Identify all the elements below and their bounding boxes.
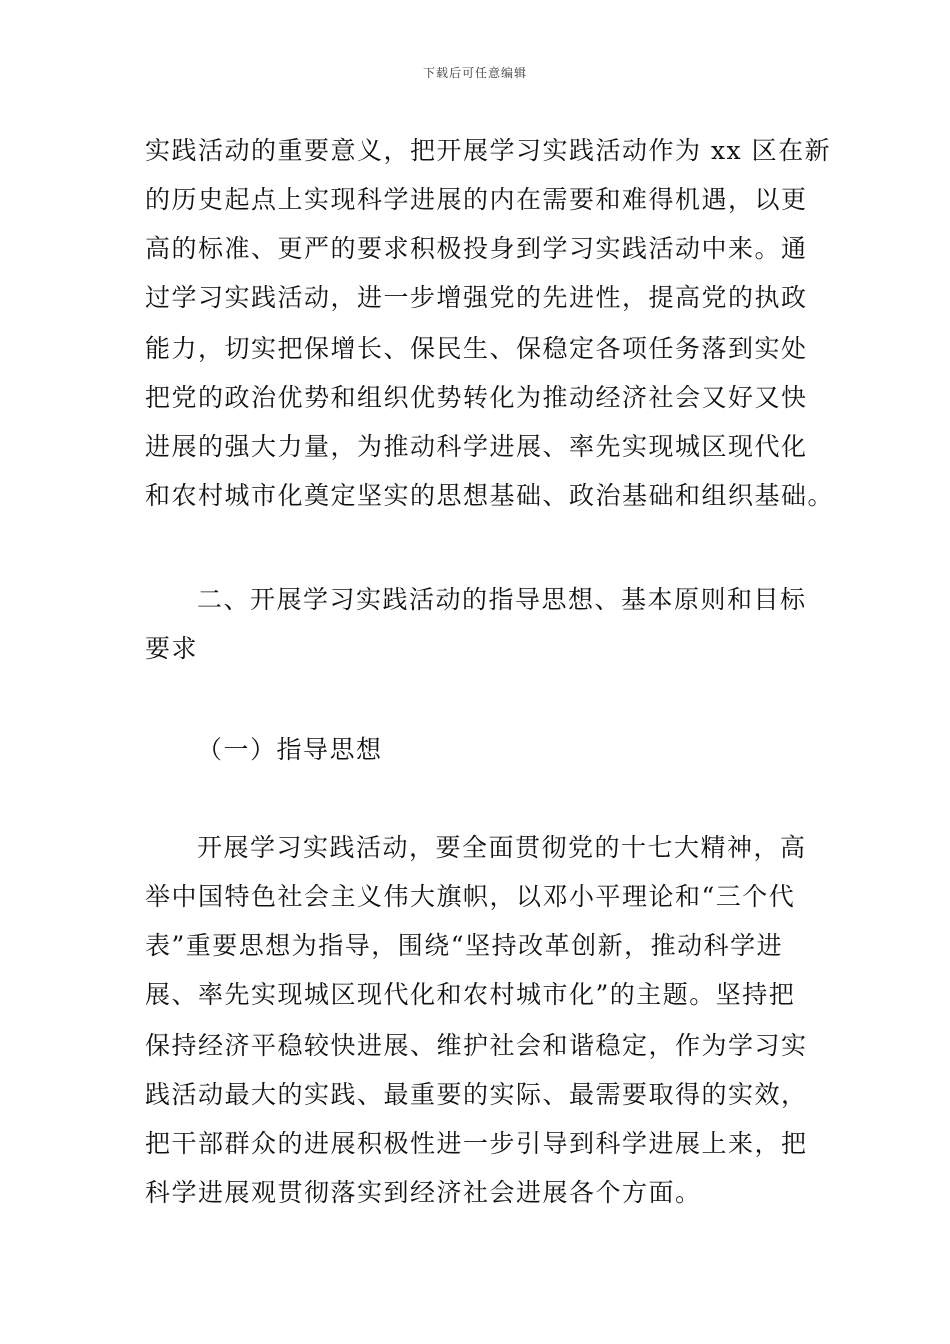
paragraph1-line-7: 进展的强大力量，为推动科学进展、率先实现城区现代化: [145, 432, 808, 461]
paragraph1-line-5: 能力，切实把保增长、保民生、保稳定各项任务落到实处: [145, 334, 808, 363]
paragraph1-line-3: 高的标准、更严的要求积极投身到学习实践活动中来。通: [145, 234, 808, 263]
paragraph2-line-6: 践活动最大的实践、最重要的实际、最需要取得的实效，: [145, 1080, 808, 1109]
paragraph2-line-2: 举中国特色社会主义伟大旗帜，以邓小平理论和“三个代: [145, 882, 796, 911]
paragraph1-line-1: 实践活动的重要意义，把开展学习实践活动作为 xx 区在新: [145, 136, 832, 165]
paragraph2-line-1: 开展学习实践活动，要全面贯彻党的十七大精神，高: [197, 833, 807, 862]
paragraph2-line-7: 把干部群众的进展积极性进一步引导到科学进展上来，把: [145, 1129, 808, 1158]
paragraph2-line-4: 展、率先实现城区现代化和农村城市化”的主题。坚持把: [145, 980, 796, 1009]
paragraph2-line-8: 科学进展观贯彻落实到经济社会进展各个方面。: [145, 1178, 702, 1207]
paragraph1-line-6: 把党的政治优势和组织优势转化为推动经济社会又好又快: [145, 383, 808, 412]
paragraph2-line-5: 保持经济平稳较快进展、维护社会和谐稳定，作为学习实: [145, 1031, 808, 1060]
paragraph1-line-2: 的历史起点上实现科学进展的内在需要和难得机遇，以更: [145, 185, 808, 214]
paragraph2-line-3: 表”重要思想为指导，围绕“坚持改革创新，推动科学进: [145, 931, 784, 960]
paragraph1-line-8: 和农村城市化奠定坚实的思想基础、政治基础和组织基础。: [145, 481, 835, 510]
paragraph1-line-4: 过学习实践活动，进一步增强党的先进性，提高党的执政: [145, 283, 808, 312]
page-header-note: 下载后可任意编辑: [422, 66, 527, 80]
section-heading-line-2: 要求: [145, 634, 199, 663]
section-heading-line-1: 二、开展学习实践活动的指导思想、基本原则和目标: [197, 585, 807, 614]
subheading: （一）指导思想: [197, 735, 383, 764]
